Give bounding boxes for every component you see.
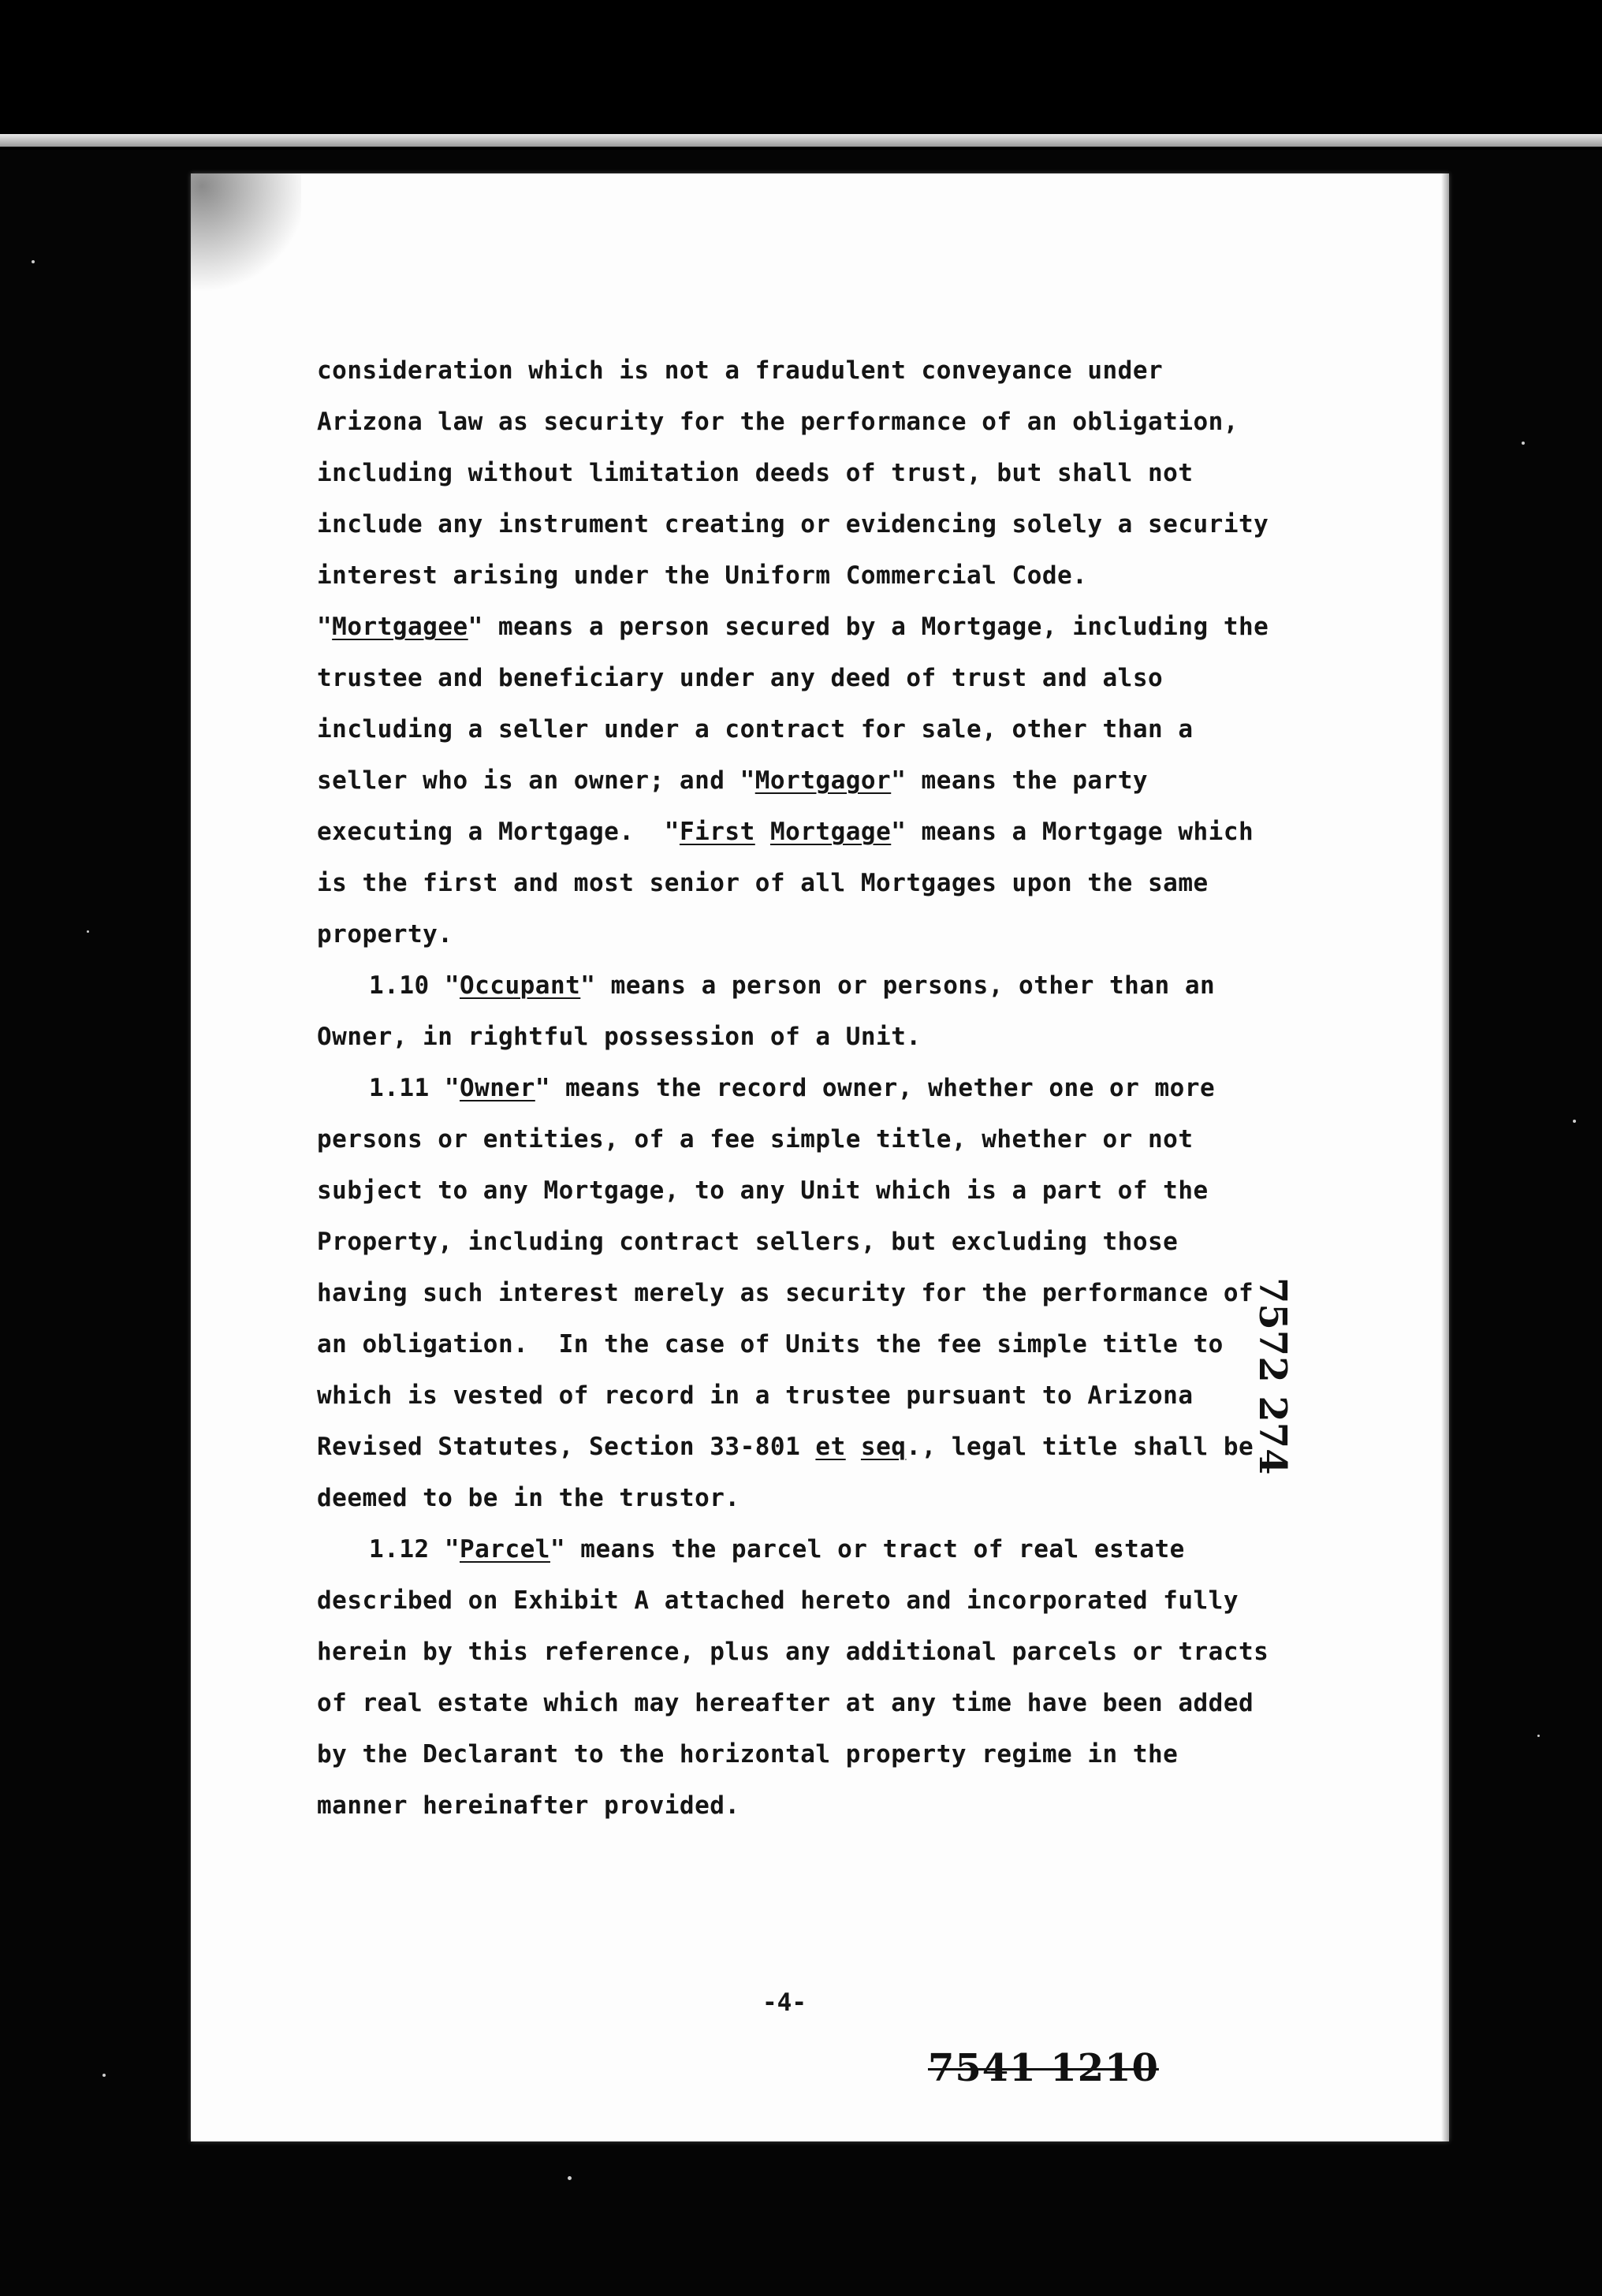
text-line: of real estate which may hereafter at any time have been added — [317, 1689, 1254, 1717]
first-mortgage-definition-line — [317, 807, 1389, 858]
defined-term-mortgagee: Mortgagee — [332, 613, 468, 641]
mortgagee-definition-line — [317, 602, 1389, 653]
defined-term-mortgagor: Mortgagor — [754, 766, 892, 795]
definition-text: " means the party — [891, 766, 1149, 795]
statute-text: ., legal title shall be — [906, 1433, 1254, 1461]
text-line: is the first and most senior of all Mortgages upon the same — [317, 869, 1209, 897]
section-label: 1.12 " — [369, 1535, 460, 1564]
section-label: 1.10 " — [369, 971, 460, 1000]
text-line: by the Declarant to the horizontal property regime in the — [317, 1740, 1179, 1769]
definition-text: seller who is an owner; and " — [317, 766, 755, 795]
latin-term-seq: seq — [860, 1433, 907, 1461]
text-line: interest arising under the Uniform Commercial Code. — [317, 561, 1088, 590]
defined-term-parcel: Parcel — [459, 1535, 550, 1564]
defined-term-first: First — [679, 818, 755, 846]
scan-top-border — [0, 0, 1602, 150]
text-line: subject to any Mortgage, to any Unit which is a part of the — [317, 1176, 1209, 1205]
section-label: 1.11 " — [369, 1074, 460, 1102]
scan-speck — [1522, 442, 1525, 445]
word-space — [755, 818, 770, 846]
scan-speck — [568, 2176, 572, 2180]
text-line: consideration which is not a fraudulent conveyance under — [317, 356, 1164, 385]
recording-stamp-bottom: 7541 1210 — [928, 2046, 1159, 2090]
text-line: deemed to be in the trustor. — [317, 1484, 740, 1512]
scan-speck — [102, 2074, 106, 2077]
definition-text: " means a Mortgage which — [891, 818, 1254, 846]
definition-text: " means a person secured by a Mortgage, including the — [468, 613, 1269, 641]
text-line: including a seller under a contract for sale, other than a — [317, 715, 1194, 744]
scan-speck — [1537, 1735, 1540, 1737]
text-line: include any instrument creating or evidencing solely a security — [317, 510, 1269, 539]
word-space — [846, 1433, 861, 1461]
scan-speck — [32, 260, 35, 263]
definition-text: " means the parcel or tract of real estate — [550, 1535, 1185, 1564]
definition-text: " means a person or persons, other than an — [580, 971, 1216, 1000]
text-line: Arizona law as security for the performance of an obligation, — [317, 408, 1239, 436]
text-line: herein by this reference, plus any additional parcels or tracts — [317, 1638, 1269, 1666]
text-line: described on Exhibit A attached hereto and incorporated fully — [317, 1586, 1239, 1615]
quote-mark: " — [317, 613, 333, 641]
document-body — [317, 345, 1389, 1832]
text-line: Property, including contract sellers, but excluding those — [317, 1228, 1179, 1256]
latin-term-et: et — [815, 1433, 846, 1461]
text-line: including without limitation deeds of trust, but shall not — [317, 459, 1194, 487]
defined-term-occupant: Occupant — [459, 971, 581, 1000]
text-line: property. — [317, 920, 453, 949]
defined-term-owner: Owner — [459, 1074, 535, 1102]
mortgagor-definition-line — [317, 755, 1389, 807]
section-1-11-line — [317, 1063, 1389, 1114]
section-1-12-line — [317, 1524, 1389, 1575]
text-line: persons or entities, of a fee simple title, whether or not — [317, 1125, 1194, 1154]
scan-speck — [87, 930, 89, 933]
text-line: trustee and beneficiary under any deed of trust and also — [317, 664, 1164, 692]
section-1-10-line — [317, 960, 1389, 1012]
text-line: which is vested of record in a trustee pursuant to Arizona — [317, 1381, 1194, 1410]
definition-text: executing a Mortgage. " — [317, 818, 680, 846]
text-line: manner hereinafter provided. — [317, 1791, 740, 1820]
page-corner-shadow — [191, 173, 301, 300]
defined-term-mortgage: Mortgage — [769, 818, 892, 846]
page-edge-shadow — [1441, 173, 1449, 2141]
definition-text: " means the record owner, whether one or more — [535, 1074, 1216, 1102]
statute-text: Revised Statutes, Section 33-801 — [317, 1433, 816, 1461]
scan-speck — [1573, 1120, 1576, 1123]
text-line: having such interest merely as security for the performance of — [317, 1279, 1254, 1307]
scan-top-line — [0, 134, 1602, 147]
page-number: -4- — [762, 1988, 807, 2017]
document-page — [191, 173, 1449, 2141]
recording-stamp-side: 7572 274 — [1250, 1277, 1295, 1475]
text-line: an obligation. In the case of Units the fee simple title to — [317, 1330, 1224, 1359]
text-line: Owner, in rightful possession of a Unit. — [317, 1023, 922, 1051]
